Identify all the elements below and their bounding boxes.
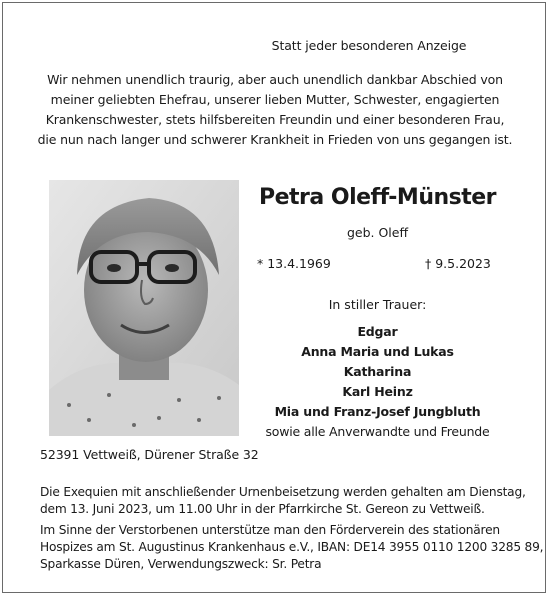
notice-line: Sparkasse Düren, Verwendungszweck: Sr. Petra [40, 557, 322, 571]
intro-line: meiner geliebten Ehefrau, unserer lieben Mutter, Schwester, engagierten [50, 92, 500, 107]
portrait-photo [49, 180, 239, 436]
intro-line: die nun nach langer und schwerer Krankheit in Frieden von uns gegangen ist. [37, 132, 513, 147]
mourner-name: Karl Heinz [342, 384, 413, 399]
intro-line: Krankenschwester, stets hilfsbereiten Freundin und einer besonderen Frau, [45, 112, 505, 127]
mourner-name: Mia und Franz-Josef Jungbluth [274, 404, 481, 419]
notice-line: Die Exequien mit anschließender Urnenbeisetzung werden gehalten am Dienstag, [40, 485, 526, 499]
mourner-name: Edgar [357, 324, 398, 339]
notice-line: dem 13. Juni 2023, um 11.00 Uhr in der Pfarrkirche St. Gereon zu Vettweiß. [40, 502, 485, 516]
notice-line: Hospizes am St. Augustinus Krankenhaus e.V., IBAN: DE14 3955 0110 1200 3285 89, [40, 540, 544, 554]
mourners-list [245, 322, 510, 442]
mourning-closing: sowie alle Anverwandte und Freunde [265, 424, 490, 439]
header-note: Statt jeder besonderen Anzeige [271, 38, 467, 53]
family-address: 52391 Vettweiß, Dürener Straße 32 [40, 447, 259, 462]
portrait-illustration [49, 180, 239, 436]
birth-date: * 13.4.1969 [257, 256, 331, 271]
notice-line: Im Sinne der Verstorbenen unterstütze man den Förderverein des stationären [40, 523, 500, 537]
maiden-name: geb. Oleff [346, 225, 409, 240]
funeral-notice [40, 484, 526, 518]
donation-notice [40, 522, 544, 573]
deceased-name: Petra Oleff-Münster [258, 185, 497, 210]
mourner-name: Katharina [343, 364, 412, 379]
intro-line: Wir nehmen unendlich traurig, aber auch unendlich dankbar Abschied von [47, 72, 503, 87]
mourning-title: In stiller Trauer: [328, 297, 427, 312]
mourner-name: Anna Maria und Lukas [301, 344, 454, 359]
intro-text [0, 70, 550, 150]
death-date: † 9.5.2023 [425, 256, 491, 271]
